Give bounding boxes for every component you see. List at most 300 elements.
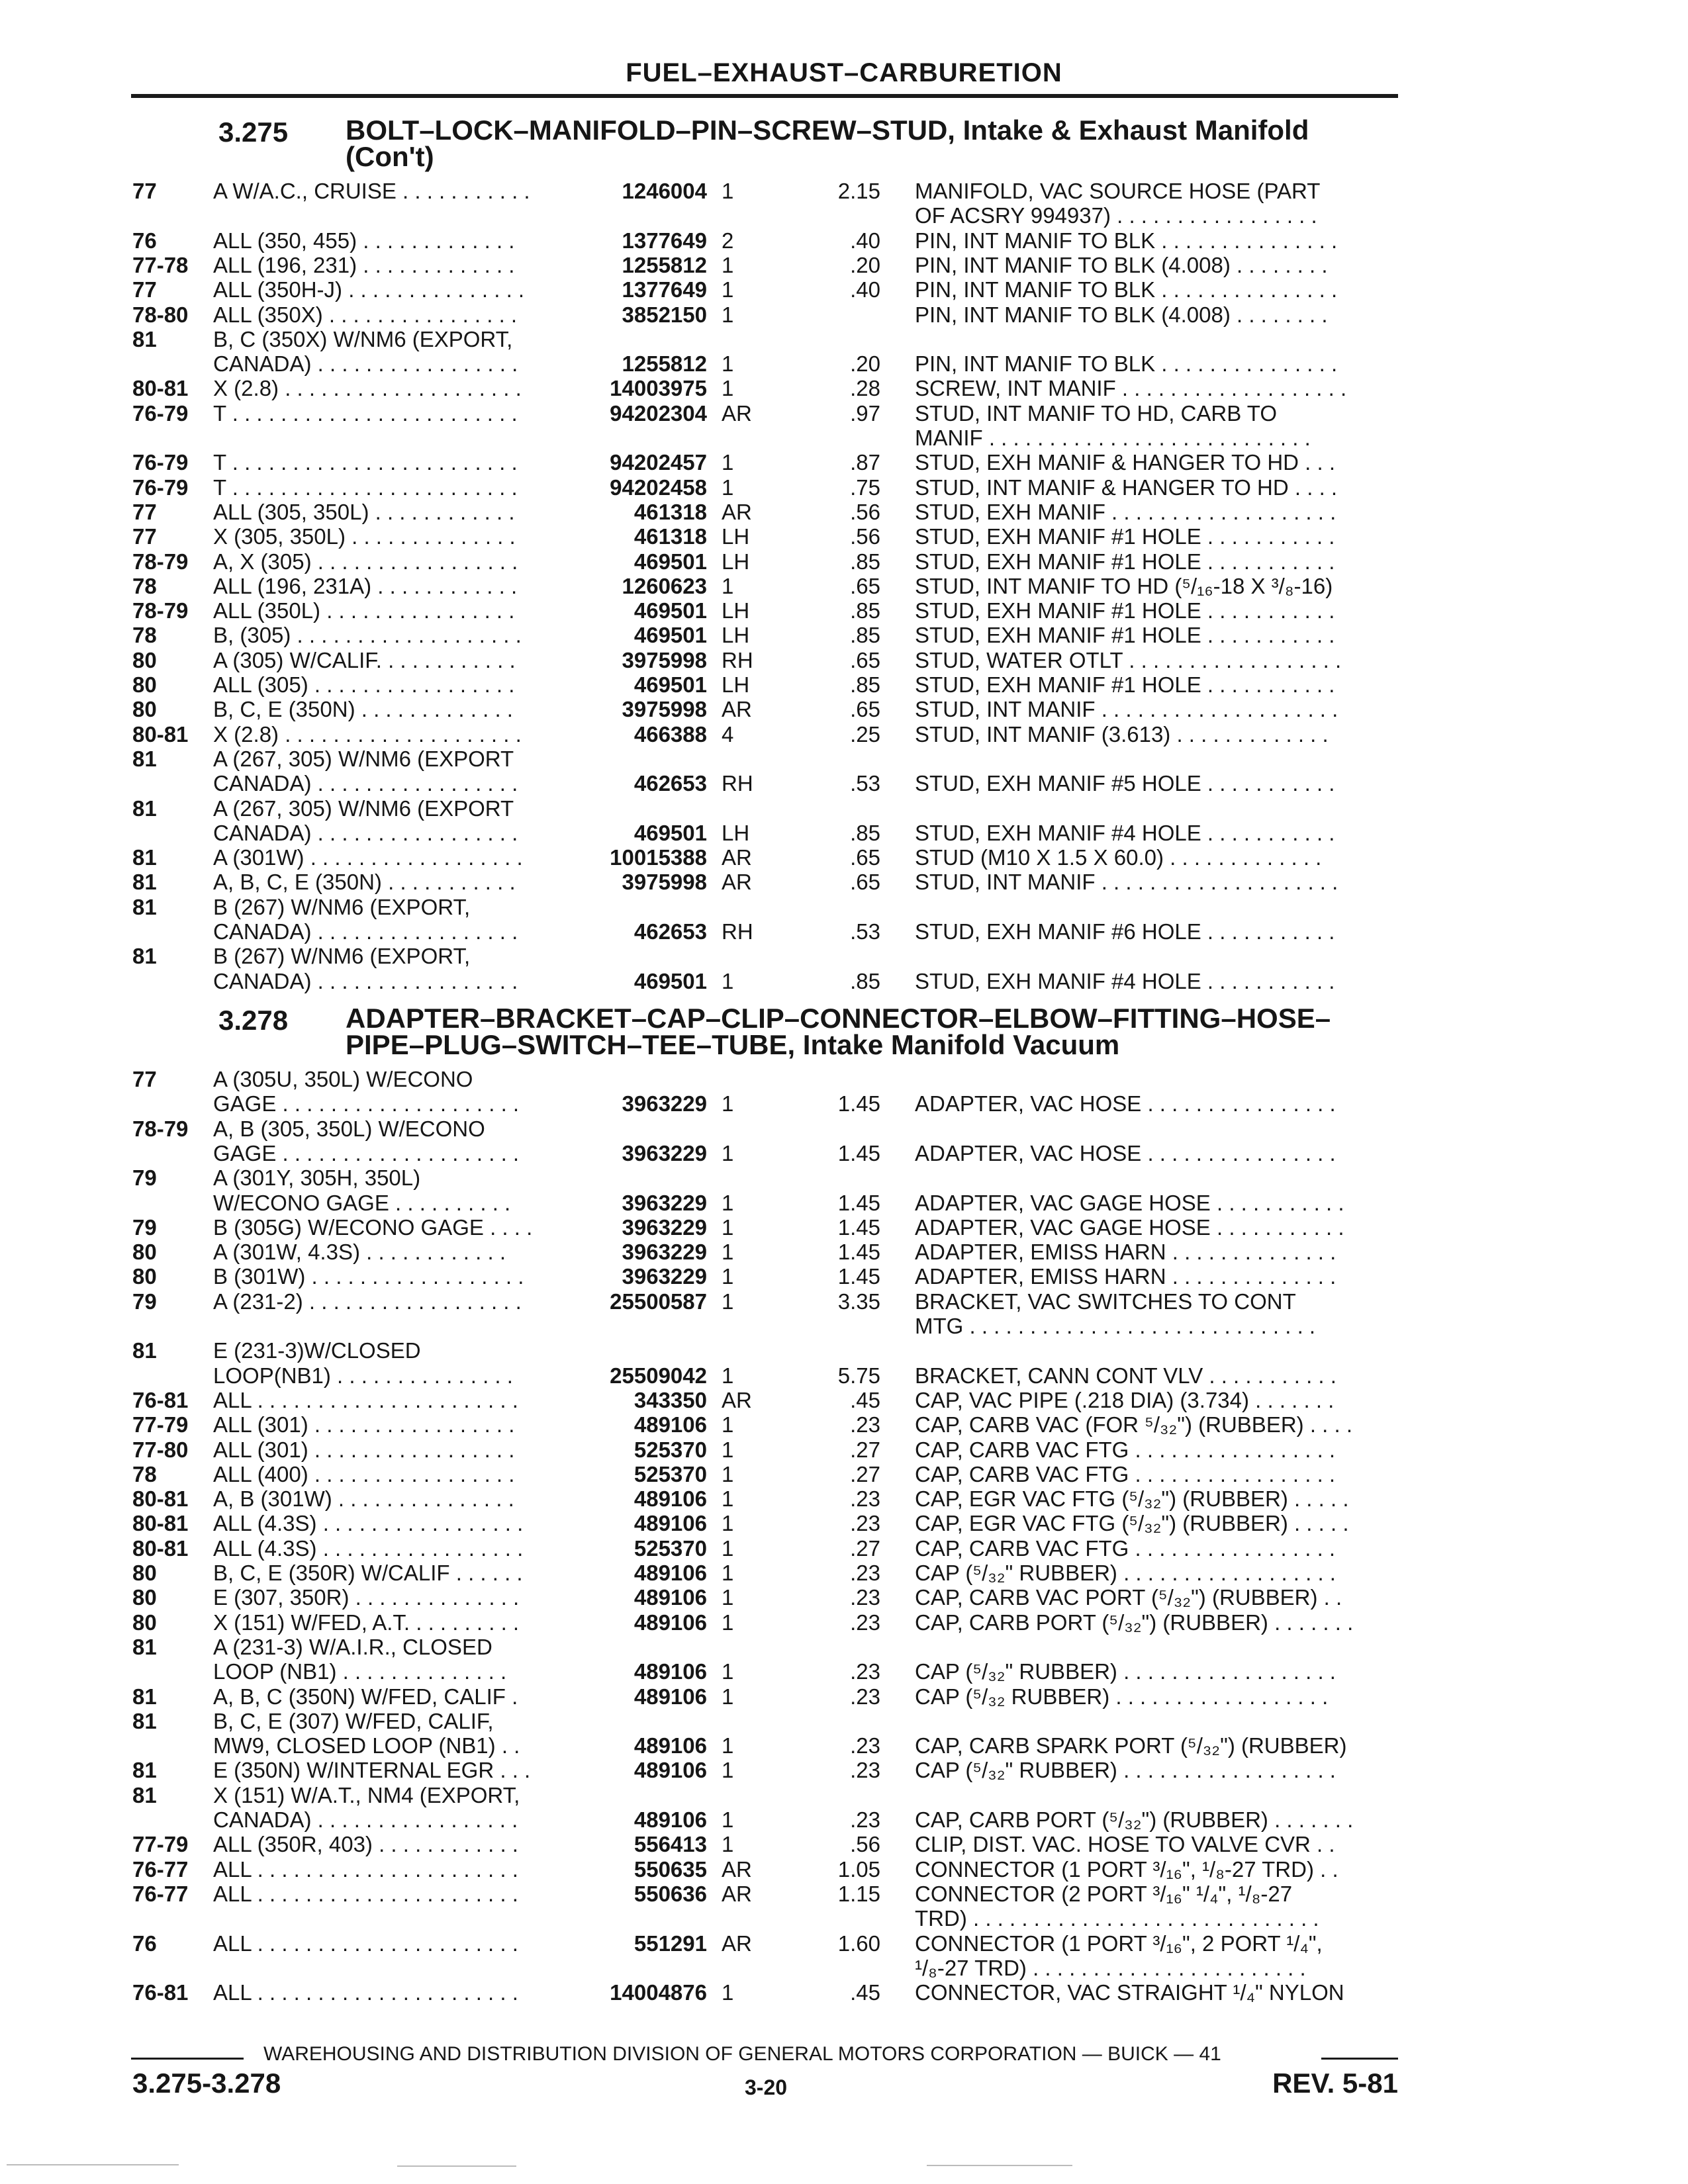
part-name-cell: PIN, INT MANIF TO BLK . . . . . . . . . . . . . . . [915, 277, 1338, 302]
footer-rule-right [1321, 2058, 1398, 2060]
part-number-cell: 469501 [633, 821, 707, 845]
application-cell: A (301Y, 305H, 350L) [213, 1165, 421, 1190]
part-name-cell: CONNECTOR (2 PORT ³/₁₆" ¹/₄", ¹/₈-27 [915, 1882, 1293, 1906]
table-row [0, 253, 1688, 277]
table-row [0, 1314, 1688, 1338]
part-number-cell: 489106 [633, 1486, 707, 1511]
year-cell: 80 [132, 1240, 157, 1264]
price-cell: .65 [850, 697, 880, 721]
quantity-cell: LH [722, 821, 750, 845]
year-cell: 79 [132, 1289, 157, 1314]
table-row [0, 1462, 1688, 1486]
table-row [0, 648, 1688, 672]
table-row [0, 1437, 1688, 1462]
table-row [0, 969, 1688, 993]
application-cell: CANADA) . . . . . . . . . . . . . . . . . [213, 919, 518, 944]
part-name-cell: PIN, INT MANIF TO BLK (4.008) . . . . . . . . [915, 302, 1328, 327]
price-cell: .85 [850, 549, 880, 574]
page-header-title: FUEL–EXHAUST–CARBURETION [626, 58, 1062, 87]
price-cell: 1.45 [837, 1264, 880, 1289]
part-name-cell: CAP (⁵/₃₂" RUBBER) . . . . . . . . . . . . . . . . . . [915, 1758, 1336, 1782]
part-name-cell: MTG . . . . . . . . . . . . . . . . . . . . . . . . . . . . . [915, 1314, 1316, 1338]
price-cell: 1.45 [837, 1191, 880, 1215]
application-cell: GAGE . . . . . . . . . . . . . . . . . . . . [213, 1091, 520, 1116]
price-cell: .56 [850, 500, 880, 524]
quantity-cell: LH [722, 524, 750, 549]
table-row [0, 1906, 1688, 1931]
year-cell: 76 [132, 228, 157, 253]
quantity-cell: LH [722, 672, 750, 697]
application-cell: T . . . . . . . . . . . . . . . . . . . . . . . . [213, 450, 518, 475]
quantity-cell: 1 [722, 302, 734, 327]
table-row [0, 327, 1688, 351]
section-title-line1: ADAPTER–BRACKET–CAP–CLIP–CONNECTOR–ELBOW–FITTING–HOSE– [346, 1003, 1331, 1034]
quantity-cell: 1 [722, 351, 734, 376]
table-row [0, 1412, 1688, 1437]
table-row [0, 475, 1688, 500]
application-cell: A (305) W/CALIF. . . . . . . . . . . . [213, 648, 516, 672]
year-cell: 79 [132, 1165, 157, 1190]
part-number-cell: 10015388 [610, 845, 707, 870]
footer-section-range: 3.275-3.278 [132, 2068, 281, 2099]
table-row [0, 895, 1688, 919]
part-number-cell: 3963229 [622, 1215, 707, 1240]
application-cell: LOOP (NB1) . . . . . . . . . . . . . . [213, 1659, 507, 1684]
part-name-cell: STUD, EXH MANIF #1 HOLE . . . . . . . . . . . [915, 549, 1335, 574]
year-cell: 78-79 [132, 1116, 189, 1141]
part-name-cell: CAP (⁵/₃₂" RUBBER) . . . . . . . . . . . . . . . . . . [915, 1561, 1336, 1585]
table-row [0, 1585, 1688, 1610]
table-row [0, 1536, 1688, 1561]
quantity-cell: 1 [722, 1091, 734, 1116]
price-cell: .65 [850, 845, 880, 870]
part-number-cell: 551291 [633, 1931, 707, 1956]
application-cell: ALL (350H-J) . . . . . . . . . . . . . . . [213, 277, 525, 302]
year-cell: 76-79 [132, 450, 189, 475]
part-number-cell: 3963229 [622, 1141, 707, 1165]
application-cell: ALL (350X) . . . . . . . . . . . . . . . . [213, 302, 518, 327]
table-row [0, 598, 1688, 623]
quantity-cell: AR [722, 1931, 752, 1956]
application-cell: B (267) W/NM6 (EXPORT, [213, 895, 471, 919]
part-name-cell: CAP, CARB VAC FTG . . . . . . . . . . . . . . . . . [915, 1536, 1336, 1561]
price-cell: 1.45 [837, 1240, 880, 1264]
year-cell: 80-81 [132, 376, 189, 400]
year-cell: 80-81 [132, 722, 189, 747]
part-number-cell: 3975998 [622, 648, 707, 672]
year-cell: 76-79 [132, 401, 189, 426]
table-row [0, 1857, 1688, 1882]
price-cell: .23 [850, 1561, 880, 1585]
quantity-cell: 1 [722, 253, 734, 277]
part-number-cell: 1377649 [622, 277, 707, 302]
price-cell: .40 [850, 228, 880, 253]
part-number-cell: 489106 [633, 1610, 707, 1635]
table-row [0, 524, 1688, 549]
part-name-cell: STUD, EXH MANIF #1 HOLE . . . . . . . . . . . [915, 672, 1335, 697]
year-cell: 80-81 [132, 1536, 189, 1561]
part-number-cell: 1255812 [622, 253, 707, 277]
application-cell: E (231-3)W/CLOSED [213, 1338, 421, 1363]
year-cell: 81 [132, 1684, 157, 1709]
part-name-cell: STUD, EXH MANIF #1 HOLE . . . . . . . . . . . [915, 598, 1335, 623]
part-name-cell: CAP (⁵/₃₂ RUBBER) . . . . . . . . . . . . . . . . . . [915, 1684, 1329, 1709]
year-cell: 80 [132, 672, 157, 697]
part-number-cell: 3963229 [622, 1191, 707, 1215]
year-cell: 77 [132, 179, 157, 203]
year-cell: 77 [132, 524, 157, 549]
year-cell: 81 [132, 327, 157, 351]
application-cell: X (151) W/A.T., NM4 (EXPORT, [213, 1783, 520, 1807]
quantity-cell: 1 [722, 574, 734, 598]
application-cell: CANADA) . . . . . . . . . . . . . . . . . [213, 771, 518, 796]
quantity-cell: AR [722, 1857, 752, 1882]
part-name-cell: CAP, EGR VAC FTG (⁵/₃₂") (RUBBER) . . . . . [915, 1511, 1349, 1535]
table-row [0, 1091, 1688, 1116]
table-row [0, 179, 1688, 203]
table-row [0, 1980, 1688, 2005]
section-title-line2: PIPE–PLUG–SWITCH–TEE–TUBE, Intake Manifold Vacuum [346, 1029, 1120, 1060]
price-cell: .85 [850, 623, 880, 647]
part-number-cell: 3852150 [622, 302, 707, 327]
application-cell: E (350N) W/INTERNAL EGR . . . [213, 1758, 531, 1782]
part-number-cell: 25509042 [610, 1363, 707, 1388]
part-number-cell: 489106 [633, 1412, 707, 1437]
table-row [0, 1610, 1688, 1635]
price-cell: 1.05 [837, 1857, 880, 1882]
year-cell: 77 [132, 500, 157, 524]
year-cell: 80 [132, 1610, 157, 1635]
part-number-cell: 489106 [633, 1561, 707, 1585]
quantity-cell: LH [722, 623, 750, 647]
year-cell: 80 [132, 1264, 157, 1289]
quantity-cell: 1 [722, 475, 734, 500]
quantity-cell: 2 [722, 228, 734, 253]
price-cell: .23 [850, 1733, 880, 1758]
application-cell: A (231-3) W/A.I.R., CLOSED [213, 1635, 492, 1659]
year-cell: 76-79 [132, 475, 189, 500]
application-cell: ALL . . . . . . . . . . . . . . . . . . . . . . [213, 1388, 518, 1412]
application-cell: B, C (350X) W/NM6 (EXPORT, [213, 327, 513, 351]
part-number-cell: 461318 [633, 500, 707, 524]
year-cell: 76 [132, 1931, 157, 1956]
price-cell: 5.75 [837, 1363, 880, 1388]
quantity-cell: 1 [722, 1412, 734, 1437]
part-name-cell: STUD, EXH MANIF #6 HOLE . . . . . . . . . . . [915, 919, 1335, 944]
price-cell: .65 [850, 870, 880, 894]
price-cell: 1.45 [837, 1141, 880, 1165]
table-row [0, 228, 1688, 253]
application-cell: ALL . . . . . . . . . . . . . . . . . . . . . . [213, 1931, 518, 1956]
part-number-cell: 14004876 [610, 1980, 707, 2005]
part-name-cell: STUD, INT MANIF (3.613) . . . . . . . . . . . . . [915, 722, 1329, 747]
part-number-cell: 462653 [633, 919, 707, 944]
year-cell: 81 [132, 747, 157, 771]
price-cell: .85 [850, 672, 880, 697]
quantity-cell: 1 [722, 1462, 734, 1486]
price-cell: 3.35 [837, 1289, 880, 1314]
price-cell: .56 [850, 1832, 880, 1856]
quantity-cell: 1 [722, 1240, 734, 1264]
table-row [0, 796, 1688, 821]
application-cell: B, C, E (350R) W/CALIF . . . . . . [213, 1561, 523, 1585]
price-cell: 1.60 [837, 1931, 880, 1956]
part-name-cell: MANIF . . . . . . . . . . . . . . . . . . . . . . . . . . . [915, 426, 1311, 450]
year-cell: 80-81 [132, 1486, 189, 1511]
table-row [0, 623, 1688, 647]
quantity-cell: AR [722, 870, 752, 894]
part-name-cell: CONNECTOR, VAC STRAIGHT ¹/₄" NYLON [915, 1980, 1344, 2005]
table-row [0, 1388, 1688, 1412]
application-cell: B, (305) . . . . . . . . . . . . . . . . . . . [213, 623, 522, 647]
price-cell: .75 [850, 475, 880, 500]
footer-revision: REV. 5-81 [1272, 2068, 1398, 2099]
part-name-cell: CAP, EGR VAC FTG (⁵/₃₂") (RUBBER) . . . . . [915, 1486, 1349, 1511]
quantity-cell: AR [722, 845, 752, 870]
application-cell: ALL (305, 350L) . . . . . . . . . . . . [213, 500, 515, 524]
price-cell: .23 [850, 1758, 880, 1782]
table-row [0, 574, 1688, 598]
table-row [0, 1561, 1688, 1585]
part-name-cell: STUD, EXH MANIF . . . . . . . . . . . . . . . . . . . [915, 500, 1336, 524]
year-cell: 80 [132, 697, 157, 721]
table-row [0, 1116, 1688, 1141]
table-row [0, 1882, 1688, 1906]
part-number-cell: 3975998 [622, 870, 707, 894]
application-cell: B, C, E (350N) . . . . . . . . . . . . . [213, 697, 513, 721]
price-cell: .23 [850, 1486, 880, 1511]
table-row [0, 1709, 1688, 1733]
application-cell: T . . . . . . . . . . . . . . . . . . . . . . . . [213, 401, 518, 426]
section-number: 3.278 [218, 1005, 289, 1036]
quantity-cell: 1 [722, 1807, 734, 1832]
part-number-cell: 94202457 [610, 450, 707, 475]
table-row [0, 1191, 1688, 1215]
year-cell: 81 [132, 1783, 157, 1807]
application-cell: X (2.8) . . . . . . . . . . . . . . . . . . . . [213, 722, 522, 747]
price-cell: .28 [850, 376, 880, 400]
year-cell: 78 [132, 1462, 157, 1486]
part-name-cell: STUD, INT MANIF . . . . . . . . . . . . . . . . . . . . [915, 870, 1338, 894]
price-cell: .23 [850, 1610, 880, 1635]
price-cell: .87 [850, 450, 880, 475]
year-cell: 81 [132, 870, 157, 894]
part-name-cell: CAP, CARB PORT (⁵/₃₂") (RUBBER) . . . . . . . [915, 1807, 1354, 1832]
table-row [0, 1832, 1688, 1856]
quantity-cell: AR [722, 500, 752, 524]
part-name-cell: STUD, EXH MANIF #1 HOLE . . . . . . . . . . . [915, 524, 1335, 549]
year-cell: 81 [132, 845, 157, 870]
quantity-cell: 1 [722, 1289, 734, 1314]
year-cell: 80-81 [132, 1511, 189, 1535]
application-cell: T . . . . . . . . . . . . . . . . . . . . . . . . [213, 475, 518, 500]
price-cell: .40 [850, 277, 880, 302]
application-cell: A (267, 305) W/NM6 (EXPORT [213, 747, 514, 771]
price-cell: .23 [850, 1659, 880, 1684]
quantity-cell: 1 [722, 1191, 734, 1215]
part-name-cell: CAP, CARB VAC FTG . . . . . . . . . . . . . . . . . [915, 1462, 1336, 1486]
table-row [0, 672, 1688, 697]
table-row [0, 426, 1688, 450]
part-number-cell: 1260623 [622, 574, 707, 598]
price-cell: .23 [850, 1511, 880, 1535]
table-row [0, 500, 1688, 524]
scan-artifact [397, 2165, 516, 2167]
application-cell: B (301W) . . . . . . . . . . . . . . . . . . [213, 1264, 524, 1289]
table-row [0, 277, 1688, 302]
price-cell: .85 [850, 969, 880, 993]
year-cell: 80 [132, 648, 157, 672]
quantity-cell: 1 [722, 1610, 734, 1635]
application-cell: B, C, E (307) W/FED, CALIF, [213, 1709, 494, 1733]
application-cell: ALL . . . . . . . . . . . . . . . . . . . . . . [213, 1980, 518, 2005]
part-name-cell: CAP, CARB PORT (⁵/₃₂") (RUBBER) . . . . . . . [915, 1610, 1354, 1635]
year-cell: 81 [132, 1338, 157, 1363]
application-cell: X (151) W/FED, A.T. . . . . . . . . . [213, 1610, 520, 1635]
quantity-cell: LH [722, 549, 750, 574]
table-row [0, 1338, 1688, 1363]
application-cell: ALL (305) . . . . . . . . . . . . . . . . . [213, 672, 515, 697]
part-name-cell: TRD) . . . . . . . . . . . . . . . . . . . . . . . . . . . . . [915, 1906, 1319, 1931]
part-name-cell: PIN, INT MANIF TO BLK . . . . . . . . . . . . . . . [915, 351, 1338, 376]
part-number-cell: 489106 [633, 1733, 707, 1758]
table-row [0, 1215, 1688, 1240]
table-row [0, 722, 1688, 747]
price-cell: .25 [850, 722, 880, 747]
application-cell: ALL (400) . . . . . . . . . . . . . . . . . [213, 1462, 515, 1486]
quantity-cell: 1 [722, 1832, 734, 1856]
part-name-cell: CAP, CARB VAC (FOR ⁵/₃₂") (RUBBER) . . . . [915, 1412, 1352, 1437]
table-row [0, 870, 1688, 894]
part-number-cell: 469501 [633, 672, 707, 697]
application-cell: ALL . . . . . . . . . . . . . . . . . . . . . . [213, 1857, 518, 1882]
part-number-cell: 469501 [633, 598, 707, 623]
part-name-cell: ADAPTER, VAC HOSE . . . . . . . . . . . . . . . . [915, 1141, 1336, 1165]
part-number-cell: 461318 [633, 524, 707, 549]
application-cell: A (301W, 4.3S) . . . . . . . . . . . . [213, 1240, 506, 1264]
part-name-cell: STUD, INT MANIF TO HD (⁵/₁₆-18 X ³/₈-16) [915, 574, 1333, 598]
price-cell: .85 [850, 598, 880, 623]
price-cell: .23 [850, 1807, 880, 1832]
header-rule [131, 94, 1398, 98]
year-cell: 77-79 [132, 1832, 189, 1856]
year-cell: 81 [132, 796, 157, 821]
quantity-cell: 1 [722, 1585, 734, 1610]
part-name-cell: CLIP, DIST. VAC. HOSE TO VALVE CVR . . [915, 1832, 1335, 1856]
year-cell: 76-77 [132, 1882, 189, 1906]
part-name-cell: STUD, EXH MANIF #5 HOLE . . . . . . . . . . . [915, 771, 1335, 796]
table-row [0, 919, 1688, 944]
quantity-cell: 4 [722, 722, 734, 747]
part-number-cell: 469501 [633, 623, 707, 647]
part-name-cell: OF ACSRY 994937) . . . . . . . . . . . . . . . . . [915, 203, 1317, 228]
price-cell: .65 [850, 648, 880, 672]
application-cell: ALL (196, 231A) . . . . . . . . . . . . [213, 574, 518, 598]
price-cell: .97 [850, 401, 880, 426]
year-cell: 77-78 [132, 253, 189, 277]
application-cell: LOOP(NB1) . . . . . . . . . . . . . . . [213, 1363, 513, 1388]
application-cell: X (305, 350L) . . . . . . . . . . . . . . [213, 524, 516, 549]
application-cell: ALL (301) . . . . . . . . . . . . . . . . . [213, 1437, 515, 1462]
application-cell: CANADA) . . . . . . . . . . . . . . . . . [213, 969, 518, 993]
table-row [0, 1659, 1688, 1684]
year-cell: 76-77 [132, 1857, 189, 1882]
application-cell: A, B (301W) . . . . . . . . . . . . . . . [213, 1486, 514, 1511]
part-name-cell: STUD (M10 X 1.5 X 60.0) . . . . . . . . . . . . . [915, 845, 1322, 870]
application-cell: A (231-2) . . . . . . . . . . . . . . . . . . [213, 1289, 522, 1314]
year-cell: 78-80 [132, 302, 189, 327]
section-title-line1: BOLT–LOCK–MANIFOLD–PIN–SCREW–STUD, Intake & Exhaust Manifold [346, 114, 1309, 146]
part-number-cell: 469501 [633, 549, 707, 574]
year-cell: 76-81 [132, 1980, 189, 2005]
year-cell: 81 [132, 1635, 157, 1659]
price-cell: .53 [850, 919, 880, 944]
application-cell: GAGE . . . . . . . . . . . . . . . . . . . . [213, 1141, 520, 1165]
table-row [0, 1165, 1688, 1190]
application-cell: B (305G) W/ECONO GAGE . . . . [213, 1215, 533, 1240]
price-cell: 1.15 [837, 1882, 880, 1906]
year-cell: 80 [132, 1585, 157, 1610]
application-cell: A, B, C, E (350N) . . . . . . . . . . . [213, 870, 516, 894]
part-number-cell: 525370 [633, 1462, 707, 1486]
quantity-cell: 1 [722, 1264, 734, 1289]
part-number-cell: 3963229 [622, 1240, 707, 1264]
table-row [0, 771, 1688, 796]
part-number-cell: 14003975 [610, 376, 707, 400]
year-cell: 81 [132, 1709, 157, 1733]
part-number-cell: 469501 [633, 969, 707, 993]
part-number-cell: 489106 [633, 1511, 707, 1535]
table-row [0, 1363, 1688, 1388]
application-cell: A (267, 305) W/NM6 (EXPORT [213, 796, 514, 821]
price-cell: .27 [850, 1536, 880, 1561]
price-cell: 1.45 [837, 1215, 880, 1240]
price-cell: .27 [850, 1437, 880, 1462]
application-cell: ALL (350L) . . . . . . . . . . . . . . . . [213, 598, 515, 623]
part-number-cell: 550636 [633, 1882, 707, 1906]
part-number-cell: 1377649 [622, 228, 707, 253]
part-name-cell: CONNECTOR (1 PORT ³/₁₆", 2 PORT ¹/₄", [915, 1931, 1323, 1956]
quantity-cell: 1 [722, 1215, 734, 1240]
part-name-cell: STUD, INT MANIF & HANGER TO HD . . . . [915, 475, 1338, 500]
table-row [0, 1684, 1688, 1709]
quantity-cell: 1 [722, 450, 734, 475]
quantity-cell: 1 [722, 1980, 734, 2005]
year-cell: 77-80 [132, 1437, 189, 1462]
application-cell: ALL (350, 455) . . . . . . . . . . . . . [213, 228, 515, 253]
part-name-cell: SCREW, INT MANIF . . . . . . . . . . . . . . . . . . . [915, 376, 1347, 400]
part-name-cell: ADAPTER, VAC HOSE . . . . . . . . . . . . . . . . [915, 1091, 1336, 1116]
table-row [0, 747, 1688, 771]
table-row [0, 1264, 1688, 1289]
part-number-cell: 1246004 [622, 179, 707, 203]
application-cell: A, X (305) . . . . . . . . . . . . . . . . . [213, 549, 518, 574]
quantity-cell: 1 [722, 1684, 734, 1709]
part-number-cell: 489106 [633, 1659, 707, 1684]
price-cell: 1.45 [837, 1091, 880, 1116]
table-row [0, 1956, 1688, 1980]
quantity-cell: RH [722, 648, 753, 672]
section-number: 3.275 [218, 116, 289, 148]
part-name-cell: BRACKET, VAC SWITCHES TO CONT [915, 1289, 1296, 1314]
part-number-cell: 1255812 [622, 351, 707, 376]
part-name-cell: MANIFOLD, VAC SOURCE HOSE (PART [915, 179, 1321, 203]
part-name-cell: STUD, EXH MANIF & HANGER TO HD . . . [915, 450, 1336, 475]
year-cell: 78 [132, 574, 157, 598]
quantity-cell: 1 [722, 969, 734, 993]
price-cell: .20 [850, 253, 880, 277]
price-cell: .23 [850, 1412, 880, 1437]
